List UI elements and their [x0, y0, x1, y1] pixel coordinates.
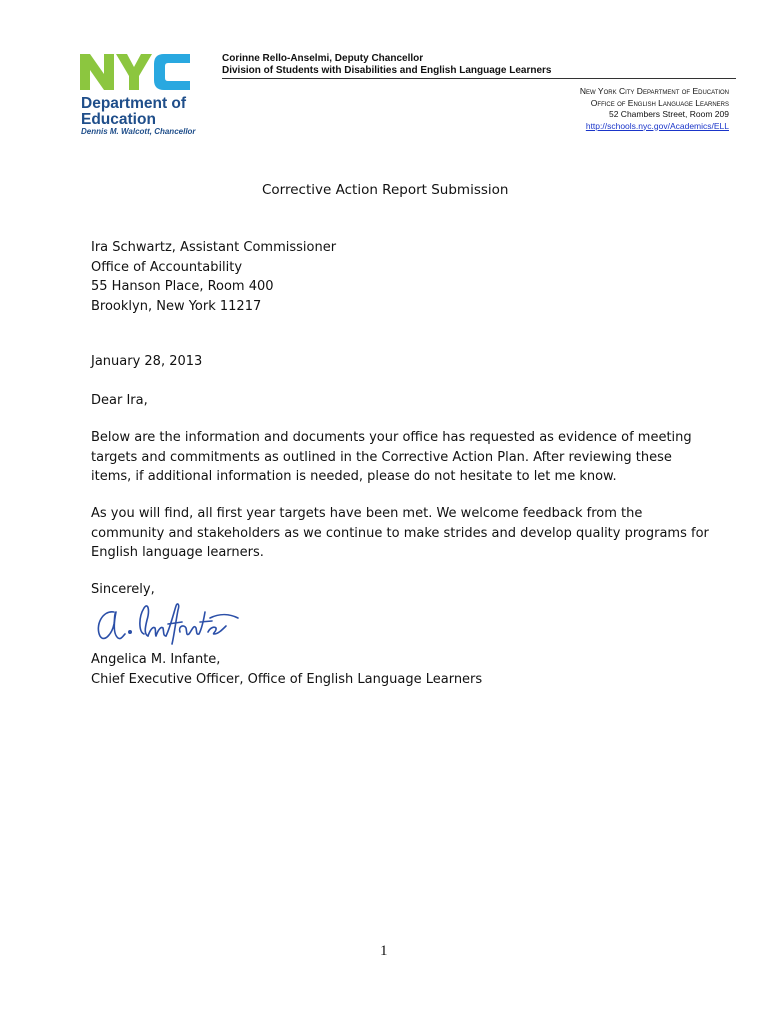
paragraph-line: community and stakeholders as we continue to make strides and develop quality programs for [91, 525, 709, 541]
letter-subject: Corrective Action Report Submission [262, 182, 509, 198]
paragraph-line: Below are the information and documents your office has requested as evidence of meeting [91, 430, 692, 445]
department-line-2: Education [81, 111, 156, 128]
nyc-logo-mark [78, 50, 193, 94]
address-line-3: 52 Chambers Street, Room 209 [608, 109, 729, 119]
recipient-block [91, 238, 336, 316]
signature-drawing [92, 598, 242, 646]
signer-title: Chief Executive Officer, Office of English Language Learners [91, 671, 483, 687]
paragraph-line: As you will find, all first year targets have been met. We welcome feedback from the [91, 506, 643, 521]
page-number: 1 [380, 943, 388, 959]
paragraph-2 [91, 504, 709, 563]
header-divider [222, 78, 736, 79]
department-name [81, 96, 186, 128]
recipient-line: Ira Schwartz, Assistant Commissioner [91, 240, 337, 255]
closing: Sincerely, [91, 582, 155, 597]
handwritten-signature [92, 598, 242, 646]
division-line: Division of Students with Disabilities and English Language Learners [222, 65, 552, 76]
recipient-line: Brooklyn, New York 11217 [91, 298, 262, 314]
signer-name: Angelica M. Infante, [91, 652, 221, 667]
office-address [580, 86, 729, 132]
letterhead [222, 53, 552, 77]
address-line-1: New York City Department of Education [579, 86, 729, 96]
recipient-line: Office of Accountability [91, 259, 243, 275]
department-line-1: Department of [81, 95, 187, 112]
paragraph-line: English language learners. [91, 545, 264, 561]
deputy-chancellor-line: Corinne Rello-Anselmi, Deputy Chancellor [222, 53, 424, 64]
paragraph-line: targets and commitments as outlined in the Corrective Action Plan. After reviewing these [91, 449, 672, 465]
paragraph-line: items, if additional information is needed, please do not hesitate to let me know. [91, 469, 617, 485]
paragraph-1 [91, 428, 692, 487]
letter-date: January 28, 2013 [91, 354, 203, 369]
address-line-2: Office of English Language Learners [590, 97, 729, 108]
signature-block [91, 650, 482, 689]
recipient-line: 55 Hanson Place, Room 400 [91, 279, 274, 295]
chancellor-name: Dennis M. Walcott, Chancellor [81, 127, 196, 136]
salutation: Dear Ira, [91, 393, 148, 408]
office-website-link[interactable]: http://schools.nyc.gov/Academics/ELL [585, 120, 729, 131]
